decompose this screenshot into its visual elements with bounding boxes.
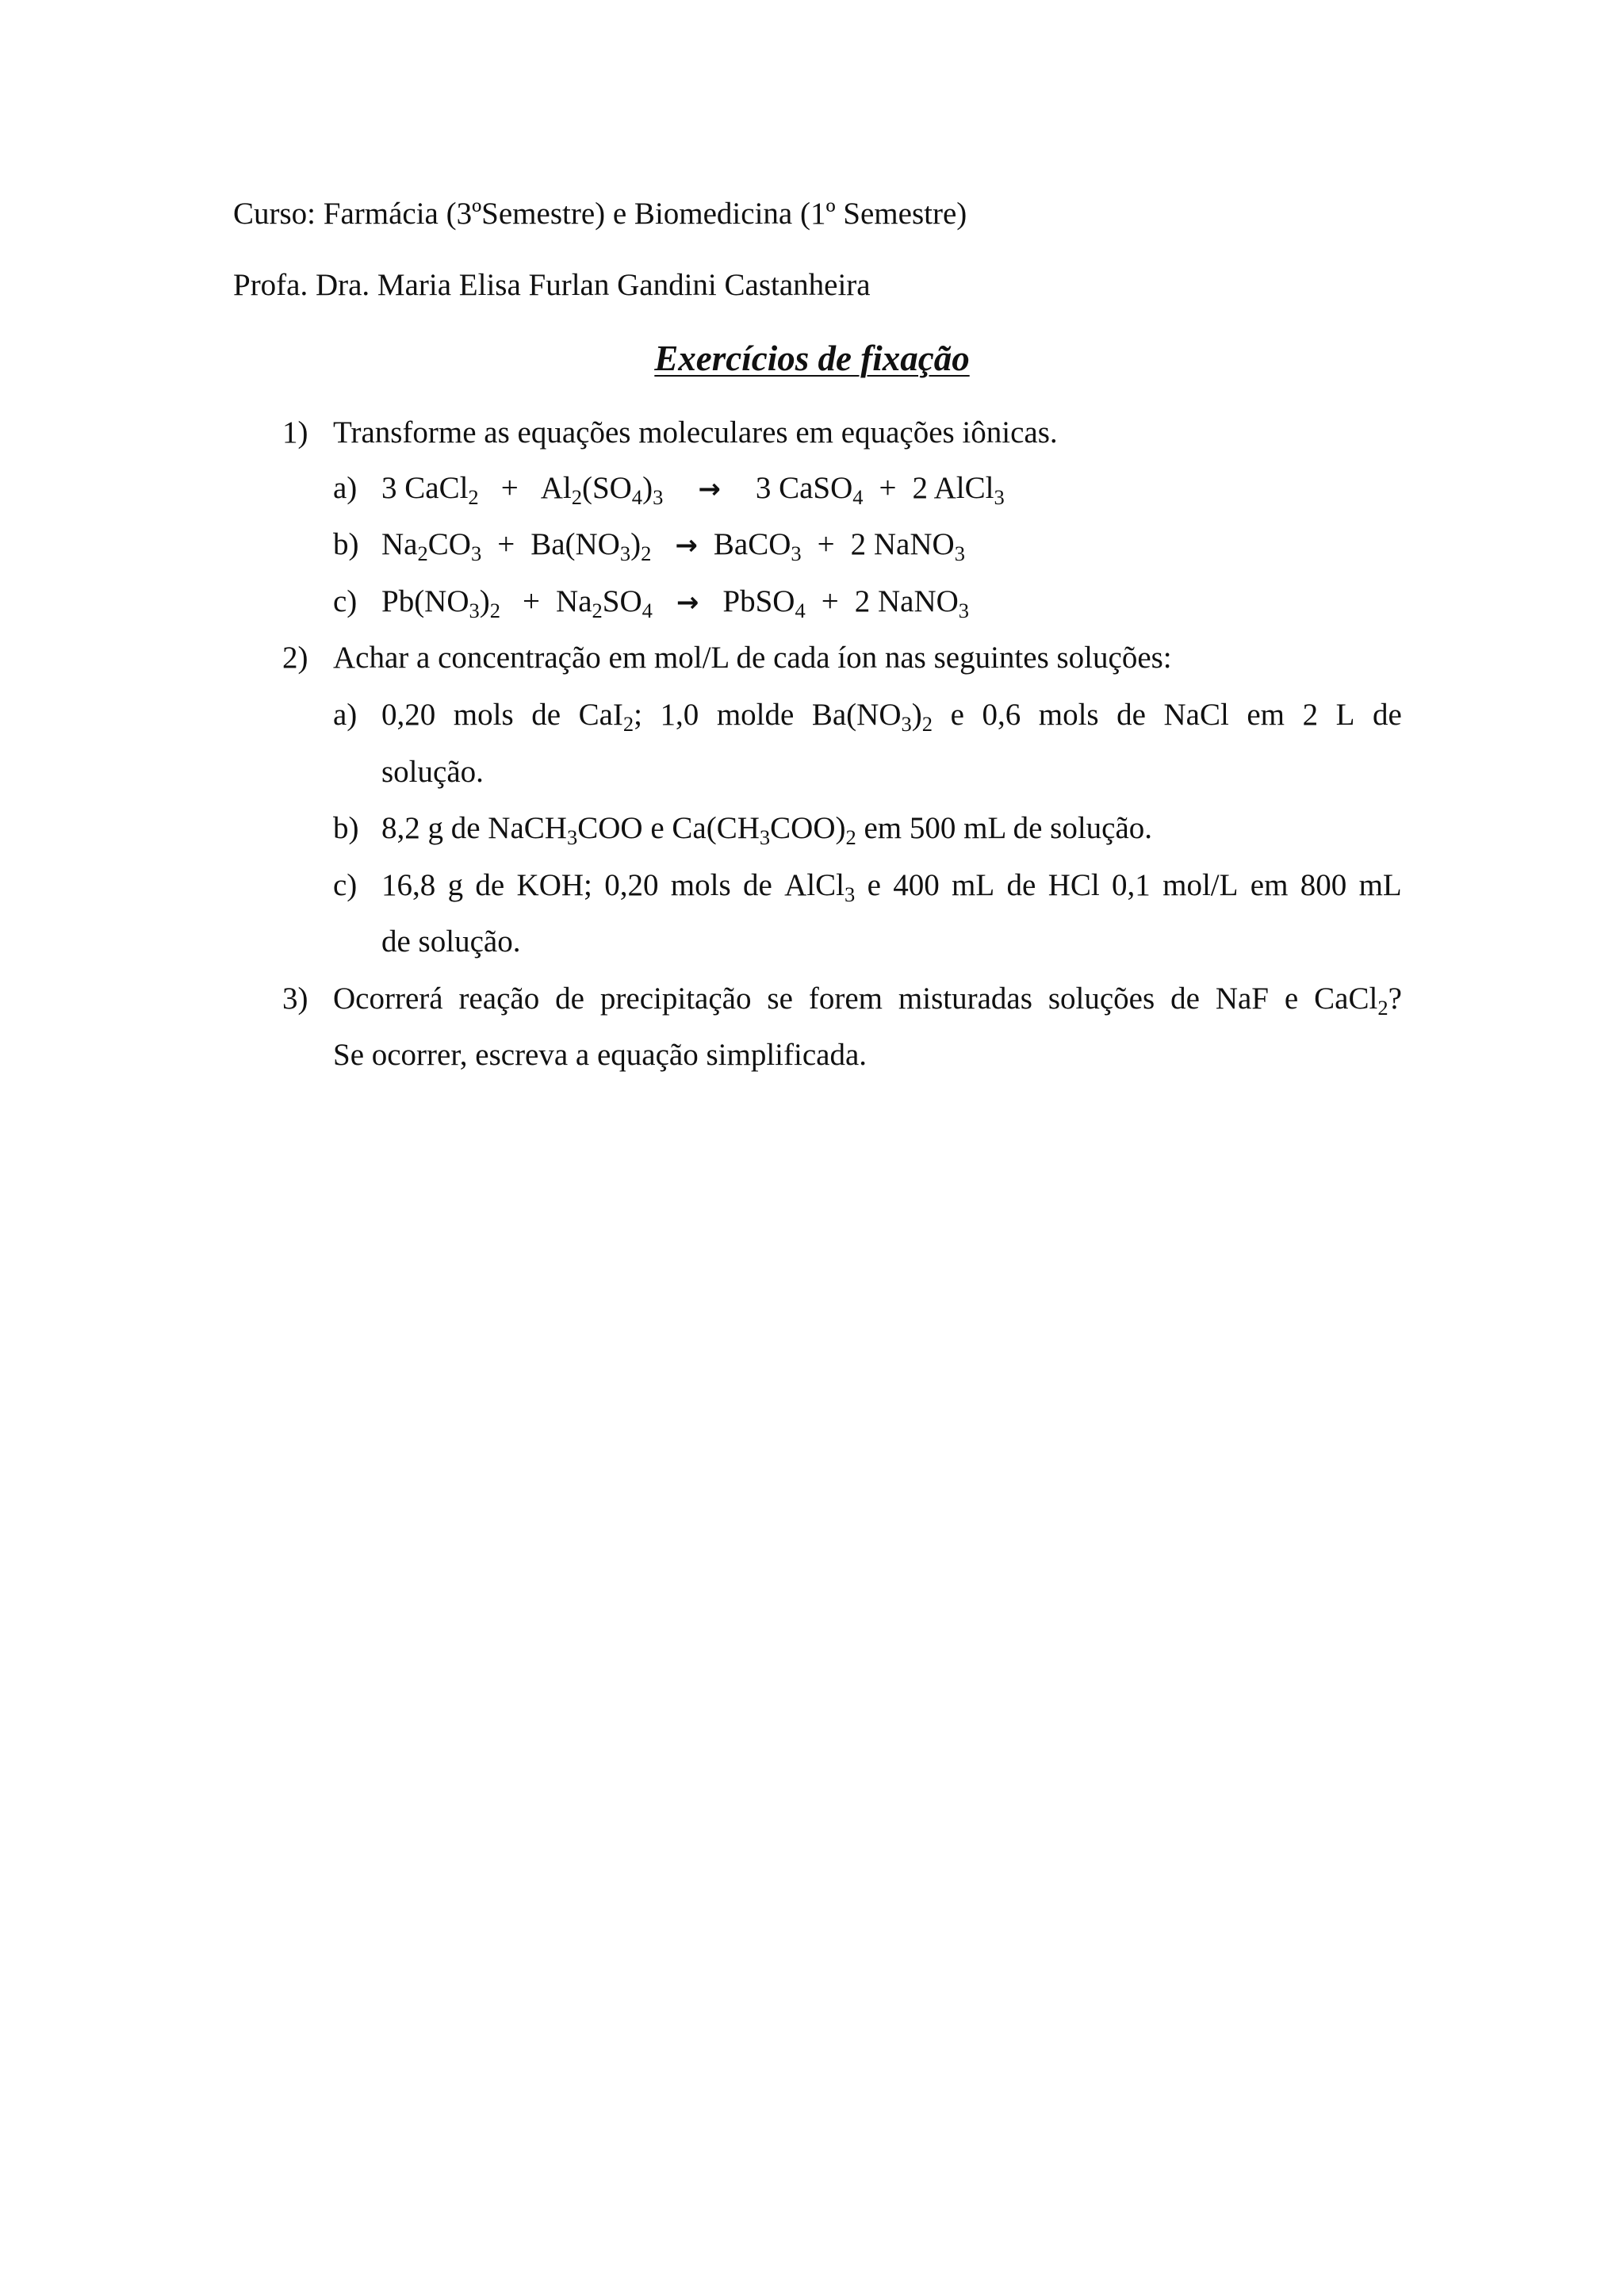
arrow-icon: →: [676, 587, 699, 618]
q3-text-cont: Se ocorrer, escreva a equação simplificada.: [333, 1038, 867, 1072]
q2b-text: 8,2 g de NaCH$_3$COO e $Ca(CH_3COO)_2$ em 500 mL de solução.: [381, 811, 1153, 849]
q2a-label: a): [333, 698, 358, 732]
q3-text: Ocorrerá reação de precipitação se forem misturadas soluções de NaF e CaCl$_2$?: [333, 982, 1402, 1020]
q2a-text: 0,20 mols de CaI$_2$; 1,0 molde $Ba(NO_3)_2$ e 0,6 mols de NaCl em 2 L de: [381, 698, 1402, 736]
q1b-label: b): [333, 527, 359, 561]
q1a-label: a): [333, 471, 358, 505]
q1b-equation: $Na_2CO_3 + Ba(NO_3)_2$ → BaCO$_3$ + 2 NaNO$_3$: [381, 527, 965, 565]
q1c-equation: $Pb(NO_3)_2 + Na_2SO_4$ → PbSO$_4$ + 2 NaNO$_3$: [381, 584, 970, 622]
q1-number: 1): [282, 415, 308, 450]
q3-number: 3): [282, 982, 308, 1016]
q2c-text-cont: de solução.: [381, 924, 521, 959]
q2-text: Achar a concentração em mol/L de cada íon nas seguintes soluções:: [333, 641, 1172, 675]
arrow-icon: →: [675, 530, 698, 561]
q2-number: 2): [282, 641, 308, 675]
page-title: Exercícios de fixação: [654, 339, 970, 378]
q2a-text-cont: solução.: [381, 755, 484, 789]
q2c-text: 16,8 g de KOH; 0,20 mols de AlCl$_3$ e 400 mL de HCl 0,1 mol/L em 800 mL: [381, 868, 1402, 906]
q1c-label: c): [333, 584, 358, 618]
q1a-equation: 3 CaCl$_2$ + $Al_2(SO_4)_3 \to 3$ CaSO$_4$ + 2 AlCl$_3$: [381, 471, 1005, 509]
q2c-label: c): [333, 868, 358, 902]
course-line: Curso: Farmácia (3ºSemestre) e Biomedicina (1º Semestre): [233, 197, 967, 231]
professor-line: Profa. Dra. Maria Elisa Furlan Gandini Castanheira: [233, 268, 871, 302]
arrow-icon: →: [698, 473, 721, 505]
q2b-label: b): [333, 811, 359, 845]
q1-text: Transforme as equações moleculares em equações iônicas.: [333, 415, 1058, 450]
